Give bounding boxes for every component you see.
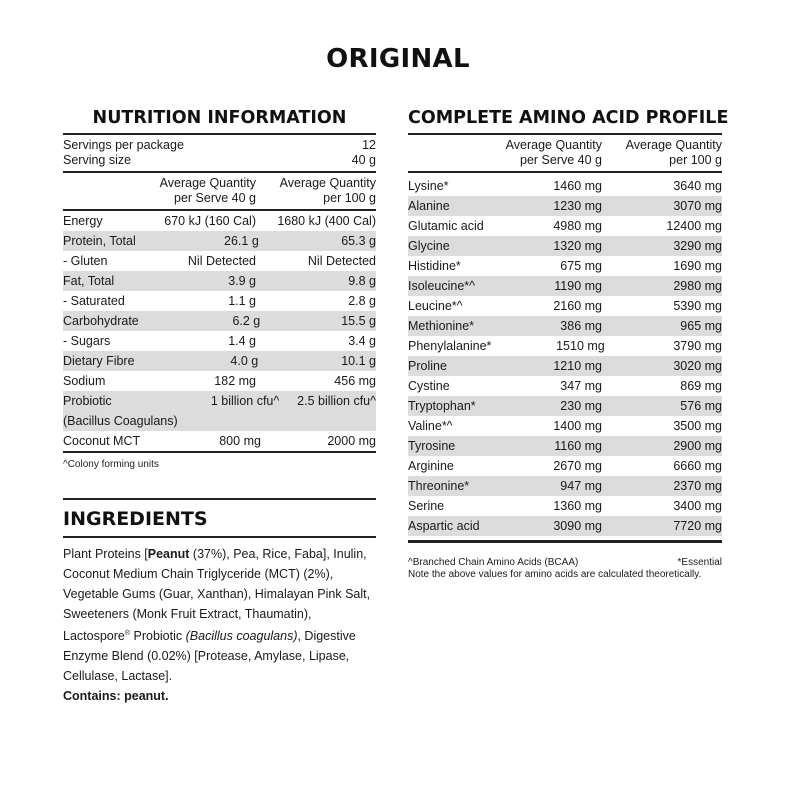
table-row: Valine*^ 1400 mg 3500 mg — [408, 419, 722, 433]
table-row: Leucine*^ 2160 mg 5390 mg — [408, 299, 722, 313]
essential-footnote: *Essential — [677, 557, 722, 568]
table-row: Alanine 1230 mg 3070 mg — [408, 196, 722, 216]
table-row: Fat, Total 3.9 g 9.8 g — [63, 271, 376, 291]
table-row: - Saturated 1.1 g 2.8 g — [63, 294, 376, 308]
table-row: Glutamic acid 4980 mg 12400 mg — [408, 219, 722, 233]
bcaa-footnote: ^Branched Chain Amino Acids (BCAA) — [408, 557, 579, 568]
nutrition-panel — [63, 105, 376, 471]
table-row: Serine 1360 mg 3400 mg — [408, 499, 722, 513]
table-row: Cystine 347 mg 869 mg — [408, 379, 722, 393]
table-row: Methionine* 386 mg 965 mg — [408, 316, 722, 336]
nutrition-title: NUTRITION INFORMATION — [92, 108, 347, 128]
table-row: - Gluten Nil Detected Nil Detected — [63, 254, 376, 268]
table-row: Histidine* 675 mg 1690 mg — [408, 259, 722, 273]
header-per-serve: Average Quantity per Serve 40 g — [159, 176, 256, 205]
table-row: Aspartic acid 3090 mg 7720 mg — [408, 516, 722, 536]
amino-panel — [408, 105, 729, 581]
table-row: Coconut MCT 800 mg 2000 mg — [63, 434, 376, 448]
table-row: Energy 670 kJ (160 Cal) 1680 kJ (400 Cal) — [63, 214, 376, 228]
nutrition-rows — [63, 211, 376, 451]
table-row: - Sugars 1.4 g 3.4 g — [63, 334, 376, 348]
header-per-100g: Average Quantity per 100 g — [625, 138, 722, 167]
table-row: Dietary Fibre 4.0 g 10.1 g — [63, 351, 376, 371]
header-per-serve: Average Quantity per Serve 40 g — [505, 138, 602, 167]
calculation-note: Note the above values for amino acids are calculated theoretically. — [408, 569, 702, 580]
table-row: Threonine* 947 mg 2370 mg — [408, 476, 722, 496]
amino-title: COMPLETE AMINO ACID PROFILE — [408, 108, 729, 128]
table-row: Tryptophan* 230 mg 576 mg — [408, 396, 722, 416]
servings-info — [63, 135, 376, 171]
table-row: Glycine 1320 mg 3290 mg — [408, 236, 722, 256]
table-row: Tyrosine 1160 mg 2900 mg — [408, 436, 722, 456]
table-row: Probiotic (Bacillus Coagulans) 1 billion cfu^ 2.5 billion cfu^ — [63, 391, 376, 431]
ingredients-text: Plant Proteins [Peanut (37%), Pea, Rice, Faba], Inulin, Coconut Medium Chain Triglyceride (MCT) (2%), Vegetable Gums (Guar, Xanthan), Himalayan Pink Salt, Sweeteners (Monk Fruit Extract, Thaumatin), Lactospore® Probiotic (Bacillus coagulans), Digestive Enzyme Blend (0.02%) [Protease, Amylase, Lipase, Cellulase, Lactase]. Contains: peanut. — [63, 538, 376, 706]
servings-per-package-label: Servings per package — [63, 138, 184, 152]
servings-per-package-value: 12 — [362, 138, 376, 152]
allergen-peanut: Peanut — [147, 547, 190, 561]
table-row: Phenylalanine* 1510 mg 3790 mg — [408, 339, 722, 353]
nutrition-column-headers — [63, 173, 376, 209]
amino-rows — [408, 173, 722, 536]
serving-size-label: Serving size — [63, 153, 132, 167]
table-row: Protein, Total 26.1 g 65.3 g — [63, 231, 376, 251]
table-row: Lysine* 1460 mg 3640 mg — [408, 179, 722, 193]
serving-size-value: 40 g — [351, 153, 376, 167]
ingredients-title: INGREDIENTS — [63, 508, 208, 530]
page-title: ORIGINAL — [326, 44, 470, 74]
table-row: Carbohydrate 6.2 g 15.5 g — [63, 311, 376, 331]
allergen-statement: Contains: peanut. — [63, 689, 169, 704]
amino-footnotes — [408, 543, 722, 581]
table-row: Isoleucine*^ 1190 mg 2980 mg — [408, 276, 722, 296]
amino-column-headers — [408, 135, 722, 171]
ingredients-panel — [63, 498, 376, 706]
nutrition-footnote: ^Colony forming units — [63, 459, 159, 470]
table-row: Sodium 182 mg 456 mg — [63, 374, 376, 388]
header-per-100g: Average Quantity per 100 g — [279, 176, 376, 205]
table-row: Proline 1210 mg 3020 mg — [408, 356, 722, 376]
table-row: Arginine 2670 mg 6660 mg — [408, 459, 722, 473]
